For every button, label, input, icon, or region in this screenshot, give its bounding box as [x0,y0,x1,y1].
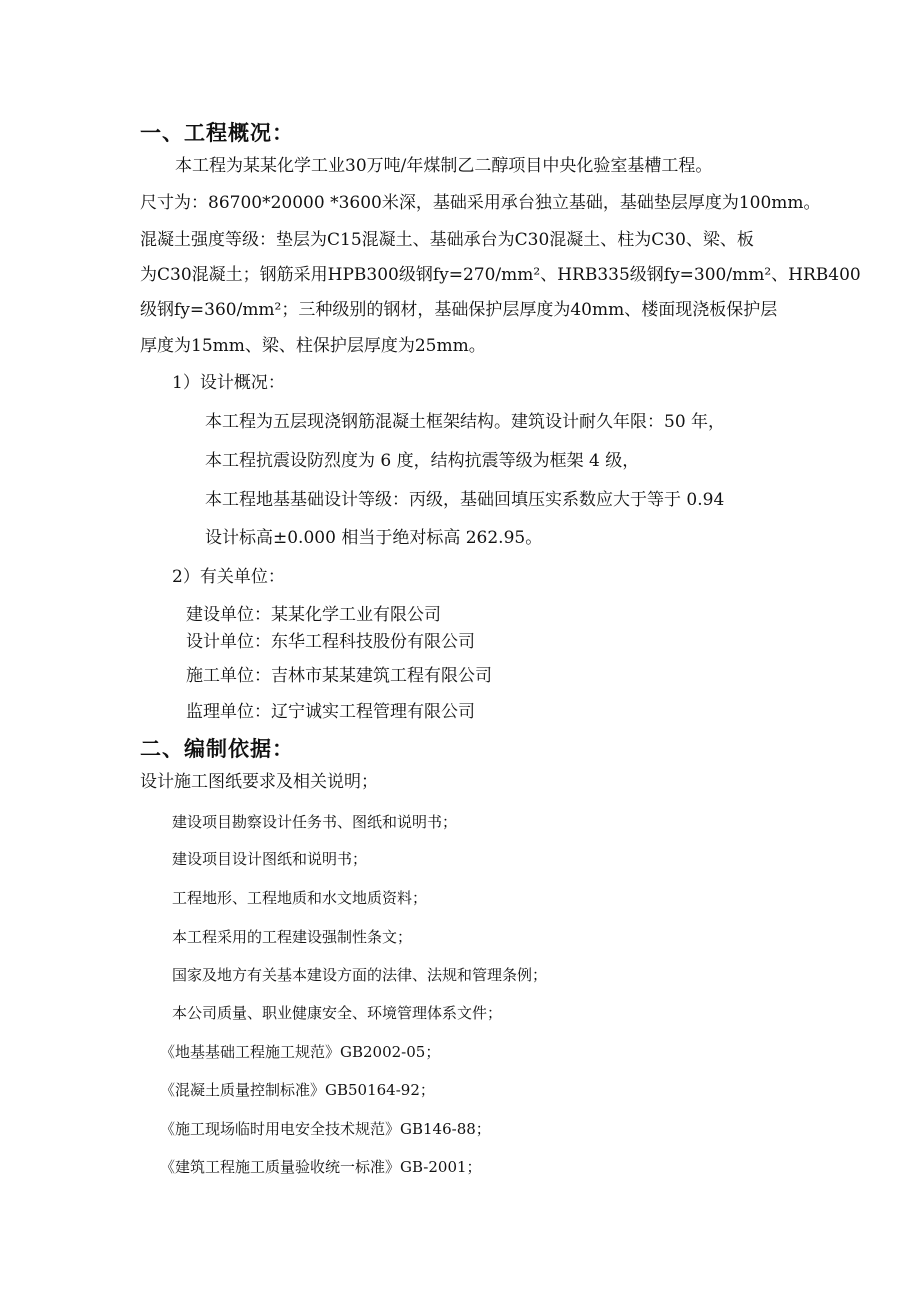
overview-line-3: 混凝土强度等级：垫层为C15混凝土、基础承台为C30混凝土、柱为C30、梁、板 [140,230,754,250]
basis-item-1: 建设项目勘察设计任务书、图纸和说明书； [172,813,458,831]
section-heading-overview: 一、工程概况： [140,120,294,145]
design-item-3: 本工程地基基础设计等级：丙级，基础回填压实系数应大于等于 0.94 [205,490,725,510]
section-heading-basis: 二、编制依据： [140,736,294,761]
design-overview-title: 1）设计概况： [172,373,285,393]
design-item-1: 本工程为五层现浇钢筋混凝土框架结构。建筑设计耐久年限：50 年， [205,412,726,432]
basis-item-6: 本公司质量、职业健康安全、环境管理体系文件； [172,1004,503,1022]
overview-line-1: 本工程为某某化学工业30万吨/年煤制乙二醇项目中央化验室基槽工程。 [175,156,713,176]
basis-intro: 设计施工图纸要求及相关说明； [140,772,378,792]
overview-line-4: 为C30混凝土；钢筋采用HPB300级钢fy=270/mm²、HRB335级钢fy=300/mm²、HRB400 [140,265,861,285]
design-item-4: 设计标高±0.000 相当于绝对标高 262.95。 [205,528,543,548]
basis-item-3: 工程地形、工程地质和水文地质资料； [172,889,428,907]
basis-item-5: 国家及地方有关基本建设方面的法律、法规和管理条例； [172,966,548,984]
unit-construction: 建设单位：某某化学工业有限公司 [186,605,441,625]
overview-line-6: 厚度为15mm、梁、柱保护层厚度为25mm。 [140,336,486,356]
design-item-2: 本工程抗震设防烈度为 6 度，结构抗震等级为框架 4 级， [205,451,640,471]
unit-design: 设计单位：东华工程科技股份有限公司 [186,632,475,652]
units-title: 2）有关单位： [172,567,285,587]
basis-item-2: 建设项目设计图纸和说明书； [172,850,368,868]
basis-item-7: 《地基基础工程施工规范》GB2002-05； [160,1043,441,1061]
basis-item-9: 《施工现场临时用电安全技术规范》GB146-88； [160,1120,491,1138]
overview-line-5: 级钢fy=360/mm²；三种级别的钢材，基础保护层厚度为40mm、楼面现浇板保护层 [140,300,778,320]
basis-item-10: 《建筑工程施工质量验收统一标准》GB-2001； [160,1158,482,1176]
basis-item-4: 本工程采用的工程建设强制性条文； [172,928,413,946]
overview-line-2: 尺寸为：86700*20000 *3600米深，基础采用承台独立基础，基础垫层厚度为100mm。 [140,193,821,213]
unit-supervisor: 监理单位：辽宁诚实工程管理有限公司 [186,702,475,722]
unit-builder: 施工单位：吉林市某某建筑工程有限公司 [186,666,492,686]
basis-item-8: 《混凝土质量控制标准》GB50164-92； [160,1081,435,1099]
